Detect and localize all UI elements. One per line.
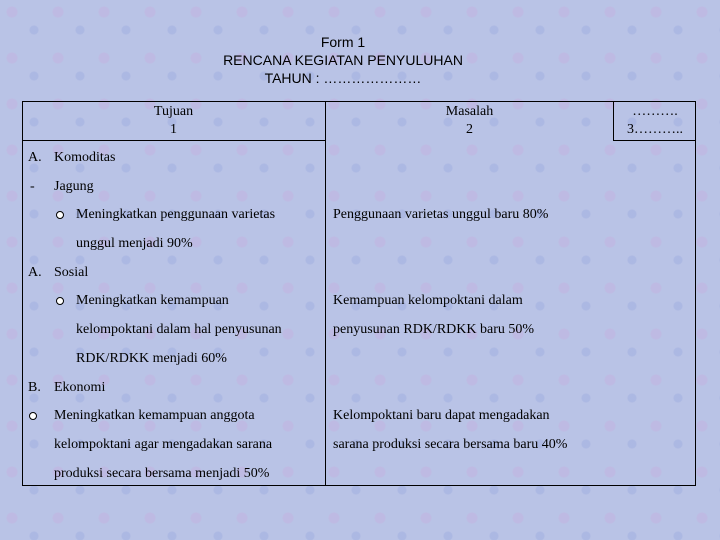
header-divider-right (613, 140, 696, 141)
bullet-icon (56, 211, 64, 219)
section-heading-sosial: Sosial (54, 265, 89, 280)
masalah-line: Penggunaan varietas unggul baru 80% (333, 207, 549, 222)
form-label: Form 1 (320, 34, 366, 50)
row-marker: A. (28, 265, 42, 280)
tujuan-line: RDK/RDKK menjadi 60% (76, 351, 227, 366)
row-marker: A. (28, 150, 42, 165)
tujuan-line: Meningkatkan kemampuan anggota (54, 408, 255, 423)
bullet-icon (29, 412, 37, 420)
row-marker: - (30, 179, 35, 194)
tujuan-line: produksi secara bersama menjadi 50% (54, 466, 270, 481)
masalah-line: sarana produksi secara bersama baru 40% (333, 437, 568, 452)
header-divider-left (22, 140, 325, 141)
tujuan-line: Meningkatkan penggunaan varietas (76, 207, 276, 222)
tujuan-line: kelompoktani agar mengadakan sarana (54, 437, 273, 452)
column-number-1: 1 (170, 122, 177, 137)
column-number-3: 3……….. (627, 122, 683, 137)
tujuan-line: kelompoktani dalam hal penyusunan (76, 322, 282, 337)
bullet-icon (56, 297, 64, 305)
column-header-tujuan: Tujuan (153, 104, 194, 119)
tujuan-line: Meningkatkan kemampuan (76, 293, 229, 308)
document-title: RENCANA KEGIATAN PENYULUHAN (223, 52, 463, 68)
year-line: TAHUN : ………………… (264, 70, 422, 86)
masalah-line: Kelompoktani baru dapat mengadakan (333, 408, 550, 423)
masalah-line: Kemampuan kelompoktani dalam (333, 293, 523, 308)
column-number-2: 2 (466, 122, 473, 137)
subheading-jagung: Jagung (54, 179, 94, 194)
column-header-3: ………. (632, 104, 678, 119)
tujuan-line: unggul menjadi 90% (76, 236, 193, 251)
row-marker: B. (28, 380, 41, 395)
section-heading-ekonomi: Ekonomi (54, 380, 106, 395)
column-divider-1 (325, 101, 326, 486)
section-heading-komoditas: Komoditas (54, 150, 116, 165)
masalah-line: penyusunan RDK/RDKK baru 50% (333, 322, 535, 337)
column-header-masalah: Masalah (445, 104, 494, 119)
